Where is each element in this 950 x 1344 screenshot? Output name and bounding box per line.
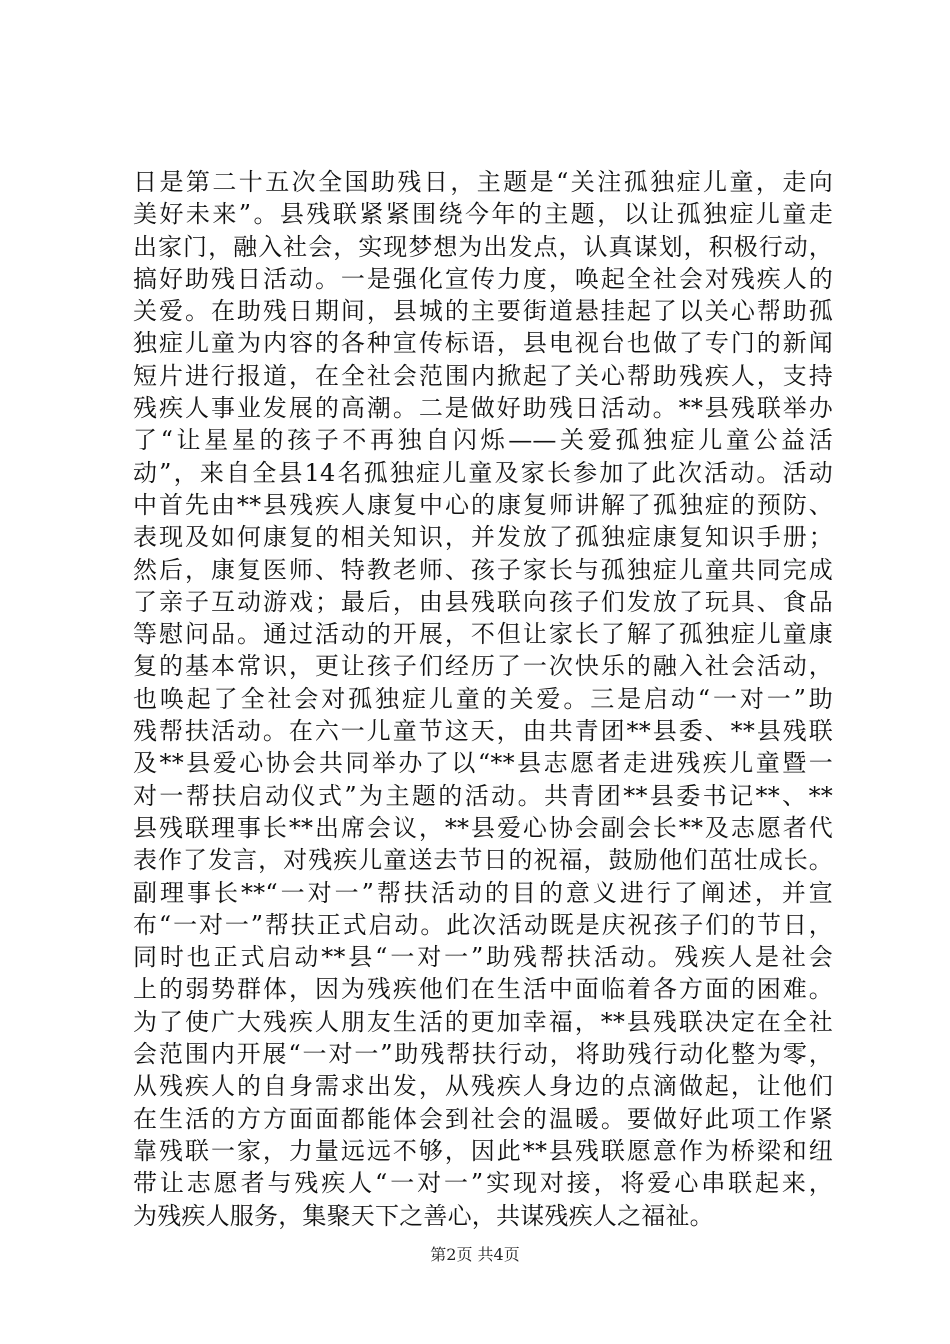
paragraph-line: 带让志愿者与残疾人“一对一”实现对接，将爱心串联起来， — [133, 1169, 833, 1198]
paragraph-line: 对一帮扶启动仪式”为主题的活动。共青团**县委书记**、** — [133, 781, 833, 810]
paragraph-line: 短片进行报道，在全社会范围内掀起了关心帮助残疾人，支持 — [133, 361, 833, 390]
paragraph-line: 为了使广大残疾人朋友生活的更加幸福，**县残联决定在全社 — [133, 1007, 833, 1036]
paragraph-line: 上的弱势群体，因为残疾他们在生活中面临着各方面的困难。 — [133, 975, 833, 1004]
paragraph-line: 县残联理事长**出席会议，**县爱心协会副会长**及志愿者代 — [133, 813, 833, 842]
paragraph-line: 出家门，融入社会，实现梦想为出发点，认真谋划，积极行动， — [133, 232, 833, 261]
paragraph-line: 布“一对一”帮扶正式启动。此次活动既是庆祝孩子们的节日， — [133, 910, 833, 939]
page-number-footer: 第2页 共4页 — [430, 1245, 520, 1264]
paragraph-line: 表作了发言，对残疾儿童送去节日的祝福，鼓励他们茁壮成长。 — [133, 846, 833, 875]
paragraph-line: 动”，来自全县14名孤独症儿童及家长参加了此次活动。活动 — [133, 458, 833, 487]
paragraph-line: 表现及如何康复的相关知识，并发放了孤独症康复知识手册； — [133, 523, 833, 552]
paragraph-line: 为残疾人服务，集聚天下之善心，共谋残疾人之福祉。 — [133, 1201, 714, 1230]
paragraph-line: 搞好助残日活动。一是强化宣传力度，唤起全社会对残疾人的 — [133, 264, 833, 293]
paragraph-line: 会范围内开展“一对一”助残帮扶行动，将助残行动化整为零， — [133, 1040, 833, 1069]
paragraph-line: 靠残联一家，力量远远不够，因此**县残联愿意作为桥梁和纽 — [133, 1136, 833, 1165]
paragraph-line: 日是第二十五次全国助残日，主题是“关注孤独症儿童，走向 — [133, 168, 833, 196]
paragraph-line: 从残疾人的自身需求出发，从残疾人身边的点滴做起，让他们 — [133, 1072, 833, 1101]
paragraph-line: 独症儿童为内容的各种宣传标语，县电视台也做了专门的新闻 — [133, 329, 833, 358]
paragraph-line: 然后，康复医师、特教老师、孩子家长与孤独症儿童共同完成 — [133, 555, 833, 584]
paragraph-line: 也唤起了全社会对孤独症儿童的关爱。三是启动“一对一”助 — [133, 684, 833, 713]
paragraph-line: 残疾人事业发展的高潮。二是做好助残日活动。**县残联举办 — [133, 394, 833, 423]
paragraph-line: 中首先由**县残疾人康复中心的康复师讲解了孤独症的预防、 — [133, 490, 833, 519]
paragraph-line: 关爱。在助残日期间，县城的主要街道悬挂起了以关心帮助孤 — [133, 297, 833, 326]
document-body — [133, 166, 833, 1232]
paragraph-line: 及**县爱心协会共同举办了以“**县志愿者走进残疾儿童暨一 — [133, 749, 833, 778]
paragraph-line: 了亲子互动游戏；最后，由县残联向孩子们发放了玩具、食品 — [133, 587, 833, 616]
paragraph-line: 复的基本常识，更让孩子们经历了一次快乐的融入社会活动， — [133, 652, 833, 681]
paragraph-line: 等慰问品。通过活动的开展，不但让家长了解了孤独症儿童康 — [133, 620, 833, 649]
paragraph-line: 在生活的方方面面都能体会到社会的温暖。要做好此项工作紧 — [133, 1104, 833, 1133]
paragraph-line: 残帮扶活动。在六一儿童节这天，由共青团**县委、**县残联 — [133, 717, 833, 746]
paragraph-line: 副理事长**“一对一”帮扶活动的目的意义进行了阐述，并宣 — [133, 878, 833, 907]
paragraph-line: 美好未来”。县残联紧紧围绕今年的主题，以让孤独症儿童走 — [133, 200, 833, 229]
paragraph-line: 了“让星星的孩子不再独自闪烁——关爱孤独症儿童公益活 — [133, 426, 833, 455]
paragraph-line: 同时也正式启动**县“一对一”助残帮扶活动。残疾人是社会 — [133, 943, 833, 972]
